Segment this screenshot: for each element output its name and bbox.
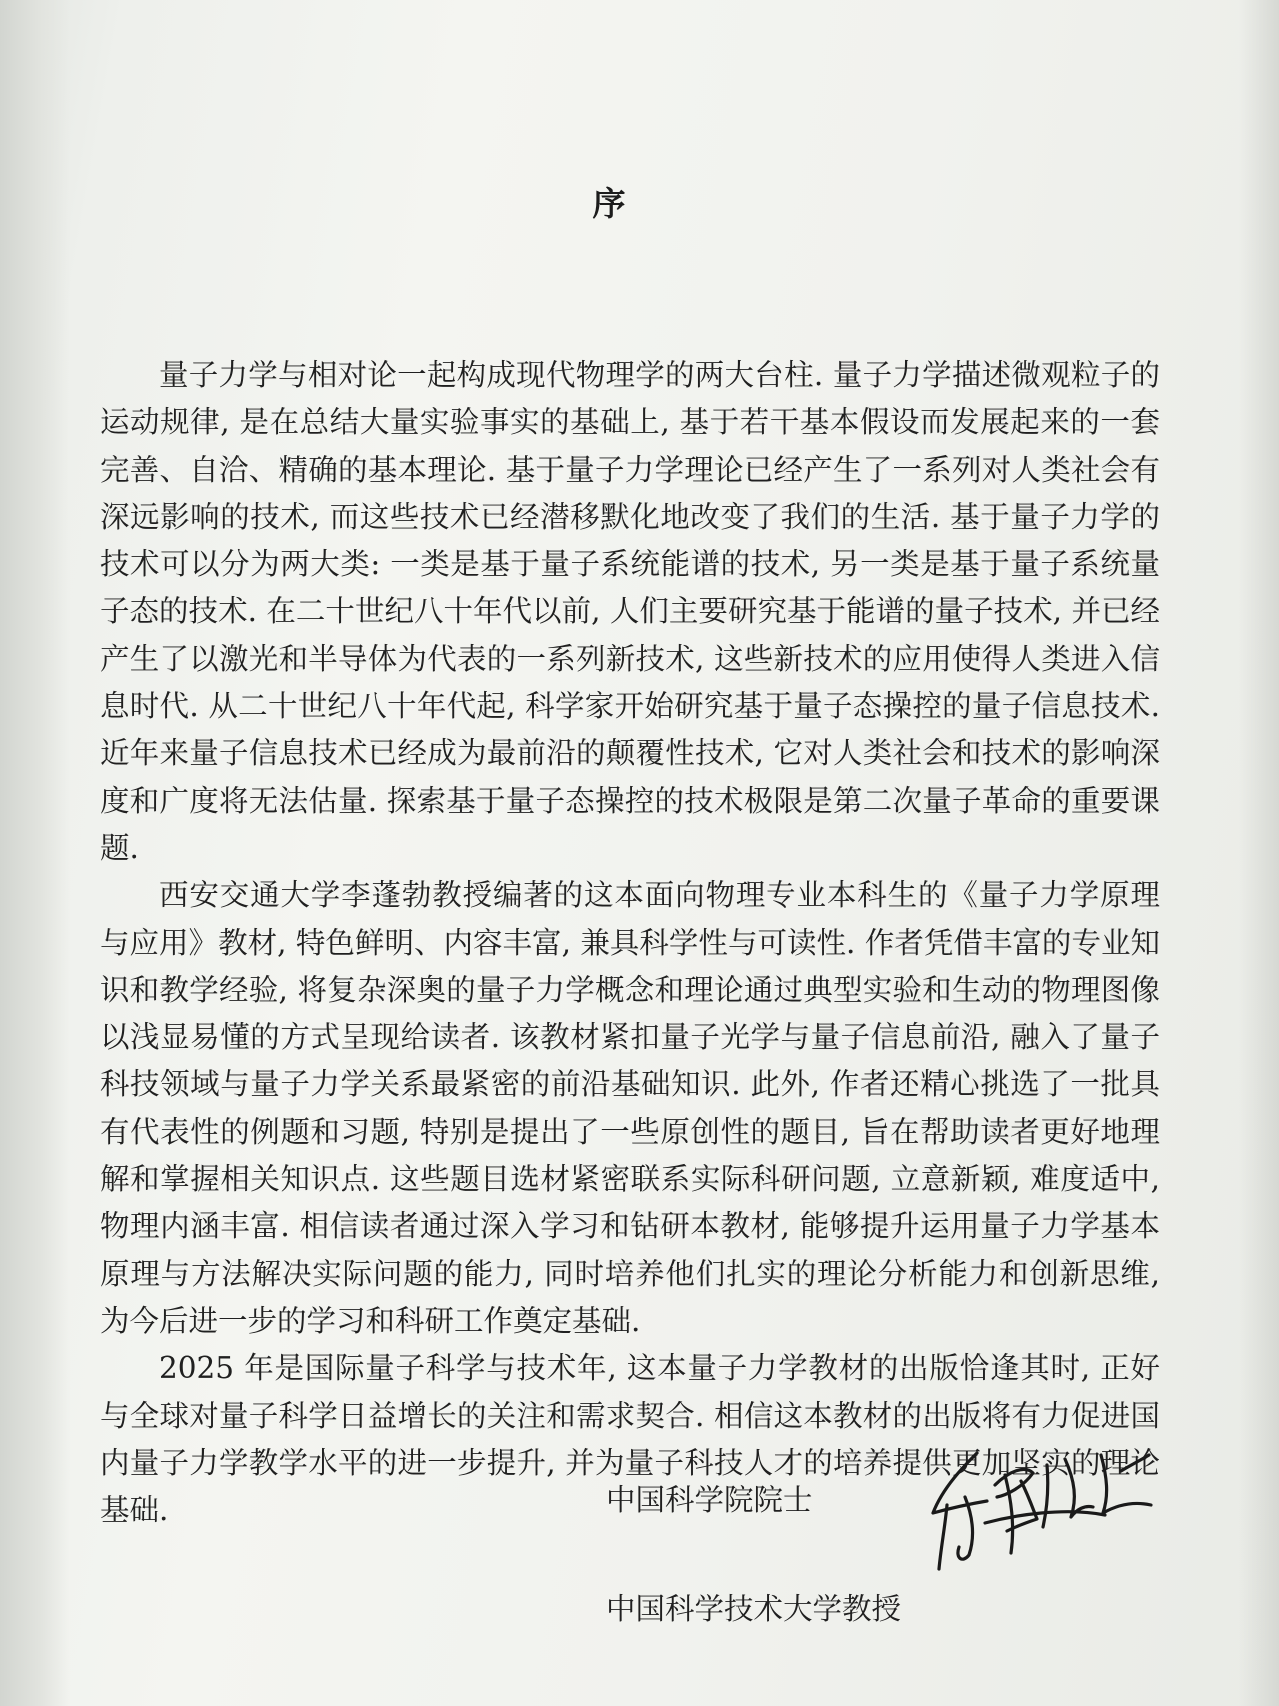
handwritten-signature [925, 1435, 1175, 1585]
signatory-title-professor: 中国科学技术大学教授 [606, 1592, 902, 1626]
preface-body [100, 352, 1160, 1534]
page-binding-shadow [0, 0, 70, 1706]
paragraph-3: 2025 年是国际量子科学与技术年, 这本量子力学教材的出版恰逢其时, 正好与全球对量子科学日益增长的关注和需求契合. 相信这本教材的出版将有力促进国内量子力学教学水平的进一步提升, 并为量子科技人才的培养提供更加坚实的理论基础. [100, 1351, 1160, 1528]
page-title: 序 [592, 184, 628, 223]
paragraph-2: 西安交通大学李蓬勃教授编著的这本面向物理专业本科生的《量子力学原理与应用》教材, 特色鲜明、内容丰富, 兼具科学性与可读性. 作者凭借丰富的专业知识和教学经验, 将复杂深奥的量子力学概念和理论通过典型实验和生动的物理图像以浅显易懂的方式呈现给读者. 该教材紧扣量子光学与量子信息前沿, 融入了量子科技领域与量子力学关系最紧密的前沿基础知识. 此外, 作者还精心挑选了一批具有代表性的例题和习题, 特别是提出了一些原创性的题目, 旨在帮助读者更好地理解和掌握相关知识点. 这些题目选材紧密联系实际科研问题, 立意新颖, 难度适中, 物理内涵丰富. 相信读者通过深入学习和钻研本教材, 能够提升运用量子力学基本原理与方法解决实际问题的能力, 同时培养他们扎实的理论分析能力和创新思维, 为今后进一步的学习和科研工作奠定基础. [100, 878, 1160, 1338]
signatory-title-academician: 中国科学院院士 [606, 1483, 813, 1517]
page-edge-shadow [1239, 0, 1279, 1706]
paragraph-1: 量子力学与相对论一起构成现代物理学的两大台柱. 量子力学描述微观粒子的运动规律, 是在总结大量实验事实的基础上, 基于若干基本假设而发展起来的一套完善、自洽、精确的基本理论. 基于量子力学理论已经产生了一系列对人类社会有深远影响的技术, 而这些技术已经潜移默化地改变了我们的生活. 基于量子力学的技术可以分为两大类: 一类是基于量子系统能谱的技术, 另一类是基于量子系统量子态的技术. 在二十世纪八十年代以前, 人们主要研究基于能谱的量子技术, 并已经产生了以激光和半导体为代表的一系列新技术, 这些新技术的应用使得人类进入信息时代. 从二十世纪八十年代起, 科学家开始研究基于量子态操控的量子信息技术. 近年来量子信息技术已经成为最前沿的颠覆性技术, 它对人类社会和技术的影响深度和广度将无法估量. 探索基于量子态操控的技术极限是第二次量子革命的重要课题. [100, 358, 1160, 865]
